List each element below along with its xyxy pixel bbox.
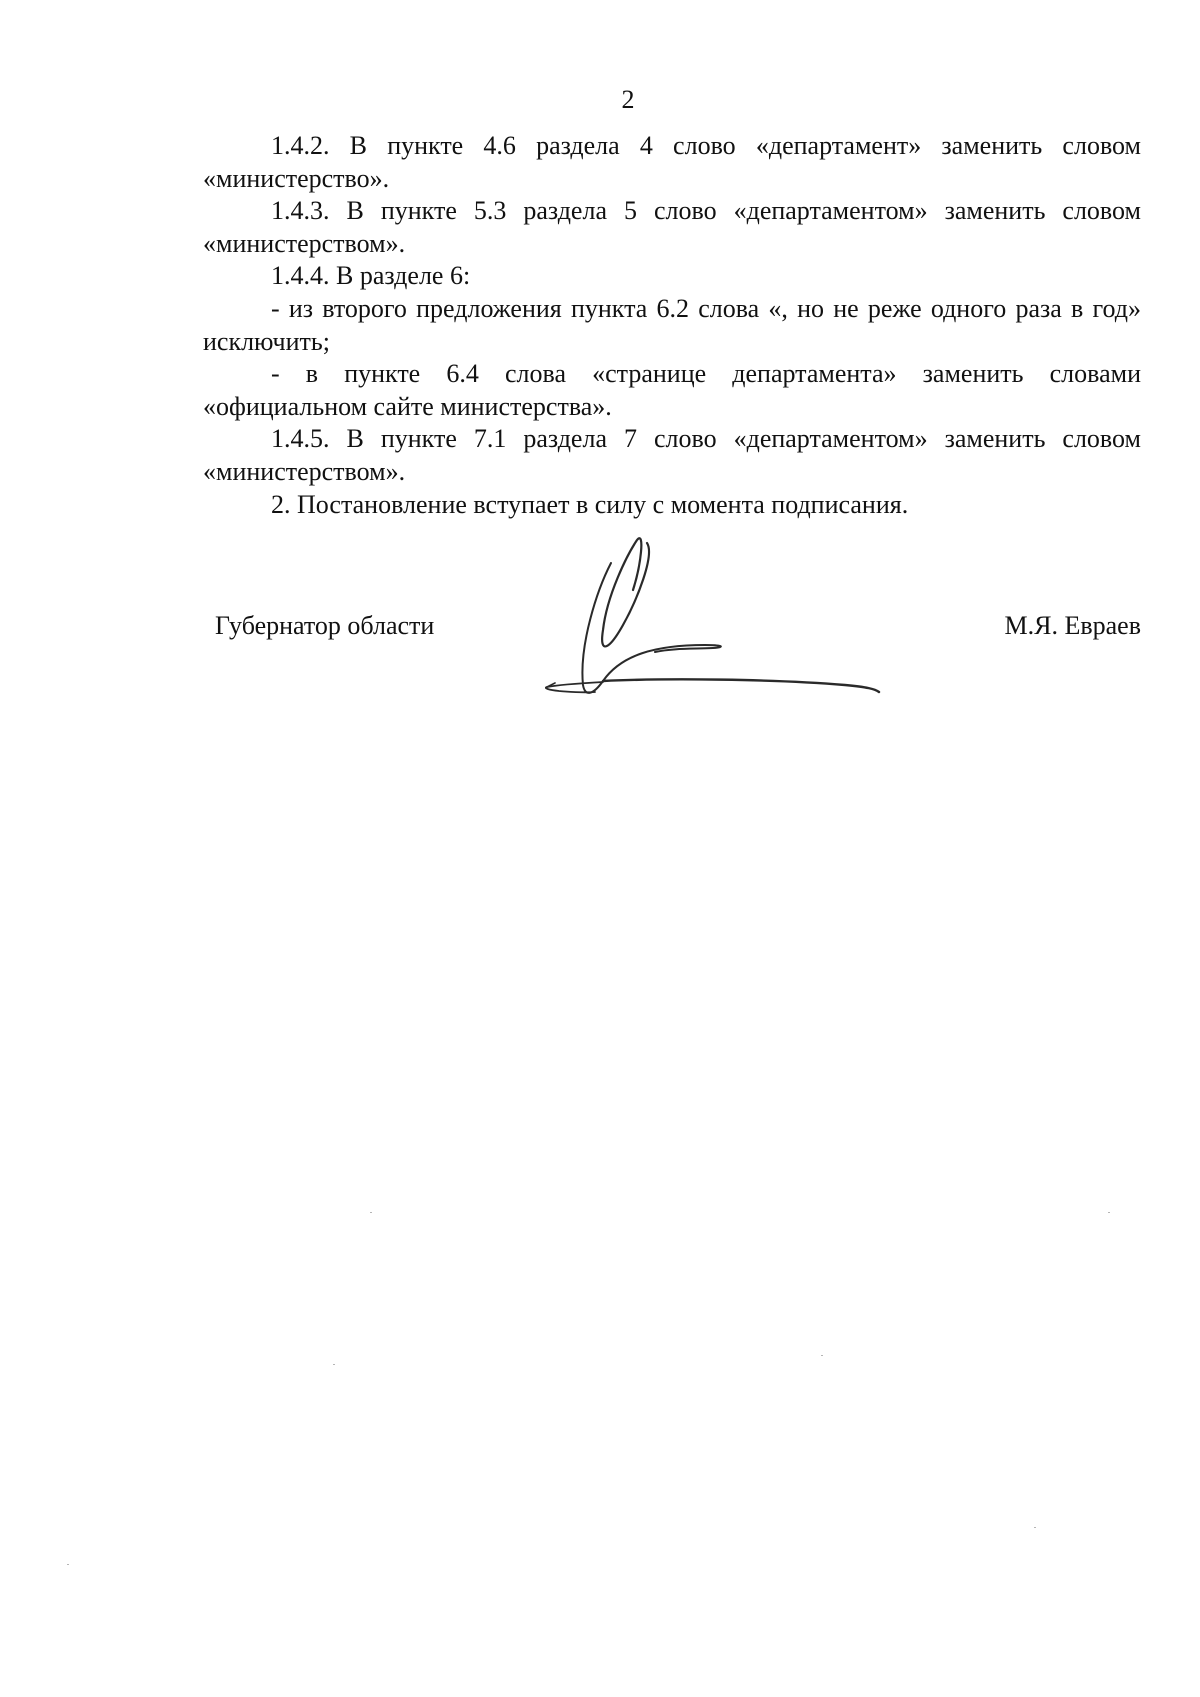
scan-speck xyxy=(67,1564,69,1565)
scan-speck xyxy=(821,1355,823,1356)
signer-position: Губернатор области xyxy=(215,611,435,640)
scan-speck xyxy=(1034,1527,1036,1528)
scan-speck xyxy=(370,1212,372,1213)
paragraph-1-4-2: 1.4.2. В пункте 4.6 раздела 4 слово «департамент» заменить словом «министерство». xyxy=(203,131,1141,193)
signer-name: М.Я. Евраев xyxy=(1004,611,1141,640)
scan-speck xyxy=(1108,1212,1110,1213)
page-number: 2 xyxy=(621,85,635,114)
document-body xyxy=(203,130,1141,521)
paragraph-6-2-item: - из второго предложения пункта 6.2 слова «, но не реже одного раза в год» исключить; xyxy=(203,293,1141,356)
paragraph-1-4-5: 1.4.5. В пункте 7.1 раздела 7 слово «департаментом» заменить словом «министерством». xyxy=(203,424,1141,486)
scan-speck xyxy=(333,1364,335,1365)
paragraph-2: 2. Постановление вступает в силу с момента подписания. xyxy=(271,489,909,519)
handwritten-signature xyxy=(545,535,930,715)
paragraph-1-4-4: 1.4.4. В разделе 6: xyxy=(271,261,471,291)
paragraph-6-4-item: - в пункте 6.4 слова «странице департамента» заменить словами «официальном сайте министерства». xyxy=(203,359,1141,421)
paragraph-1-4-3: 1.4.3. В пункте 5.3 раздела 5 слово «департаментом» заменить словом «министерством». xyxy=(203,196,1141,258)
